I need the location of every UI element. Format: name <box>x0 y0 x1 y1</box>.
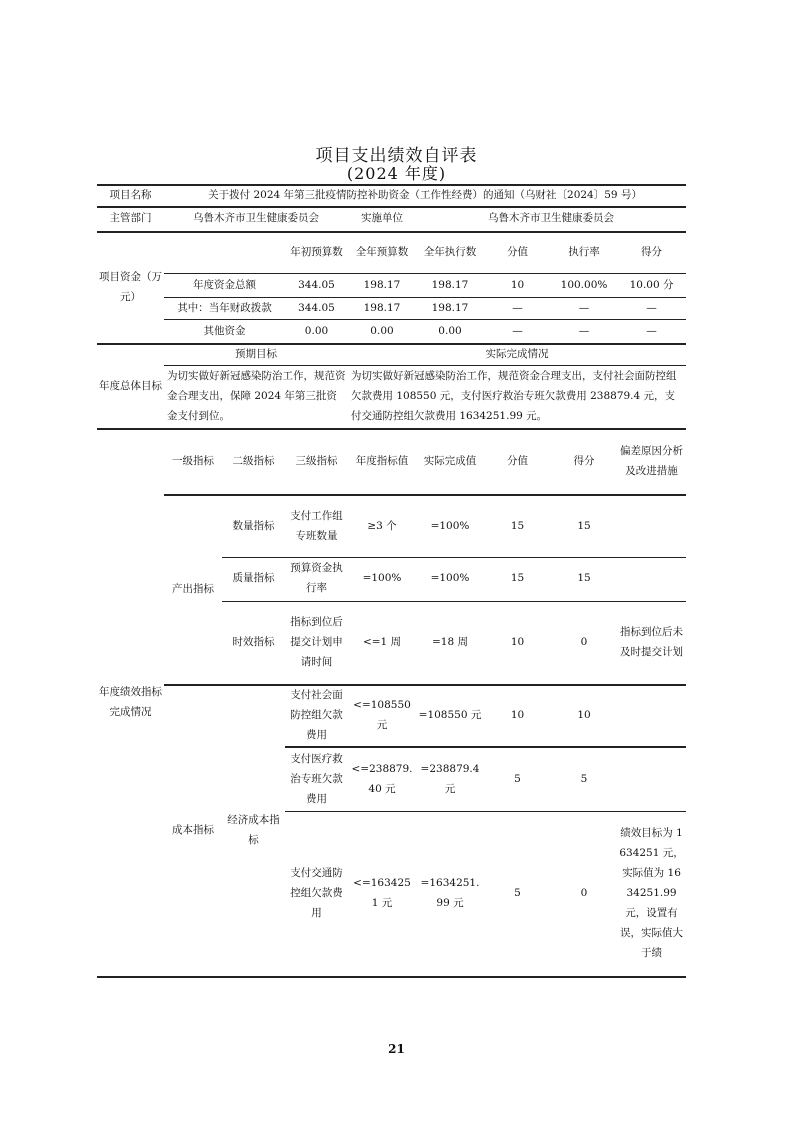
target-value: <=108550 元 <box>348 685 416 747</box>
actual-value: =100% <box>416 557 484 601</box>
score: 15 <box>551 557 617 601</box>
funds-cell: 198.17 <box>348 274 416 298</box>
goals-label: 年度总体目标 <box>97 344 164 429</box>
funds-header-1: 全年预算数 <box>348 232 416 274</box>
score: 10 <box>551 685 617 747</box>
indicator-row <box>97 685 686 747</box>
funds-cell: — <box>551 320 617 344</box>
score: 0 <box>551 601 617 685</box>
funds-row-fiscal <box>97 298 686 320</box>
timeliness-indicator-label: 时效指标 <box>222 601 285 685</box>
funds-cell: 198.17 <box>416 298 484 320</box>
economic-cost-label: 经济成本指标 <box>222 685 285 977</box>
output-indicator-label: 产出指标 <box>164 495 222 685</box>
indicator-header: 得分 <box>551 429 617 495</box>
funds-cell: — <box>484 320 551 344</box>
funds-header-0: 年初预算数 <box>285 232 348 274</box>
funds-cell: — <box>617 320 686 344</box>
dept-value: 乌鲁木齐市卫生健康委员会 <box>164 207 348 232</box>
performance-table <box>97 184 686 978</box>
funds-cell: 10.00 分 <box>617 274 686 298</box>
third-indicator: 支付社会面防控组欠款费用 <box>285 685 348 747</box>
page-number: 21 <box>388 1042 405 1056</box>
indicator-header: 分值 <box>484 429 551 495</box>
third-indicator: 支付医疗救治专班欠款费用 <box>285 747 348 811</box>
target-value: =100% <box>348 557 416 601</box>
indicator-header: 年度指标值 <box>348 429 416 495</box>
page-subtitle: (2024 年度) <box>346 164 447 183</box>
third-indicator: 支付工作组专班数量 <box>285 495 348 557</box>
target-value: ≥3 个 <box>348 495 416 557</box>
deviation-reason <box>617 557 686 601</box>
score: 15 <box>551 495 617 557</box>
indicators-label: 年度绩效指标完成情况 <box>97 429 164 977</box>
deviation-reason <box>617 685 686 747</box>
full-score: 10 <box>484 685 551 747</box>
impl-value: 乌鲁木齐市卫生健康委员会 <box>416 207 686 232</box>
quantity-indicator-label: 数量指标 <box>222 495 285 557</box>
score: 0 <box>551 811 617 977</box>
target-value: <=1634251 元 <box>348 811 416 977</box>
funds-header-3: 分值 <box>484 232 551 274</box>
indicator-header: 三级指标 <box>285 429 348 495</box>
expected-label: 预期目标 <box>164 344 348 365</box>
page-title: 项目支出绩效自评表 <box>315 146 478 166</box>
funds-row-total <box>97 274 686 298</box>
indicator-header: 偏差原因分析及改进措施 <box>617 429 686 495</box>
funds-row-name: 年度资金总额 <box>164 274 285 298</box>
full-score: 5 <box>484 747 551 811</box>
expected-goal-text: 为切实做好新冠感染防治工作，规范资金合理支出，保障 2024 年第三批资金支付到位。 <box>164 365 348 429</box>
cost-indicator-label: 成本指标 <box>164 685 222 977</box>
actual-value: =100% <box>416 495 484 557</box>
goals-content-row <box>97 365 686 429</box>
third-indicator: 指标到位后提交计划申请时间 <box>285 601 348 685</box>
indicator-header: 实际完成值 <box>416 429 484 495</box>
actual-value: =238879.4 元 <box>416 747 484 811</box>
funds-cell: — <box>551 298 617 320</box>
funds-cell: — <box>617 298 686 320</box>
funds-row-name: 其中：当年财政拨款 <box>164 298 285 320</box>
funds-cell: 0.00 <box>348 320 416 344</box>
funds-label: 项目资金（万元） <box>97 232 164 344</box>
full-score: 5 <box>484 811 551 977</box>
funds-cell: — <box>484 298 551 320</box>
funds-cell: 10 <box>484 274 551 298</box>
indicator-header: 二级指标 <box>222 429 285 495</box>
score: 5 <box>551 747 617 811</box>
funds-cell: 344.05 <box>285 298 348 320</box>
deviation-reason <box>617 747 686 811</box>
indicator-header-row <box>97 429 686 495</box>
actual-goal-text: 为切实做好新冠感染防治工作，规范资金合理支出，支付社会面防控组欠款费用 108550 元，支付医疗救治专班欠款费用 238879.4 元，支付交通防控组欠款费用 1634251.99 元。 <box>348 365 686 429</box>
department-row <box>97 207 686 232</box>
deviation-reason <box>617 495 686 557</box>
actual-value: =18 周 <box>416 601 484 685</box>
funds-header-4: 执行率 <box>551 232 617 274</box>
funds-cell: 198.17 <box>416 274 484 298</box>
third-indicator: 支付交通防控组欠款费用 <box>285 811 348 977</box>
funds-cell: 100.00% <box>551 274 617 298</box>
funds-cell: 344.05 <box>285 274 348 298</box>
quality-indicator-label: 质量指标 <box>222 557 285 601</box>
target-value: <=1 周 <box>348 601 416 685</box>
project-name-value: 关于拨付 2024 年第三批疫情防控补助资金（工作性经费）的通知（乌财社〔2024〕59 号） <box>164 185 686 207</box>
project-name-label: 项目名称 <box>97 185 164 207</box>
full-score: 15 <box>484 557 551 601</box>
funds-cell: 0.00 <box>416 320 484 344</box>
funds-row-name: 其他资金 <box>164 320 285 344</box>
deviation-reason: 绩效目标为 1634251 元，实际值为 1634251.99 元，设置有误，实际值大于绩 <box>617 811 686 977</box>
funds-row-other <box>97 320 686 344</box>
dept-label: 主管部门 <box>97 207 164 232</box>
actual-value: =1634251.99 元 <box>416 811 484 977</box>
funds-cell: 198.17 <box>348 298 416 320</box>
actual-value: =108550 元 <box>416 685 484 747</box>
full-score: 10 <box>484 601 551 685</box>
actual-label: 实际完成情况 <box>348 344 686 365</box>
funds-cell: 0.00 <box>285 320 348 344</box>
funds-header-5: 得分 <box>617 232 686 274</box>
deviation-reason: 指标到位后未及时提交计划 <box>617 601 686 685</box>
indicator-row <box>97 495 686 557</box>
third-indicator: 预算资金执行率 <box>285 557 348 601</box>
funds-header-2: 全年执行数 <box>416 232 484 274</box>
funds-header-row <box>97 232 686 274</box>
goals-header-row <box>97 344 686 365</box>
full-score: 15 <box>484 495 551 557</box>
indicator-header: 一级指标 <box>164 429 222 495</box>
project-name-row <box>97 185 686 207</box>
funds-header-blank <box>164 232 285 274</box>
impl-label: 实施单位 <box>348 207 416 232</box>
target-value: <=238879.40 元 <box>348 747 416 811</box>
